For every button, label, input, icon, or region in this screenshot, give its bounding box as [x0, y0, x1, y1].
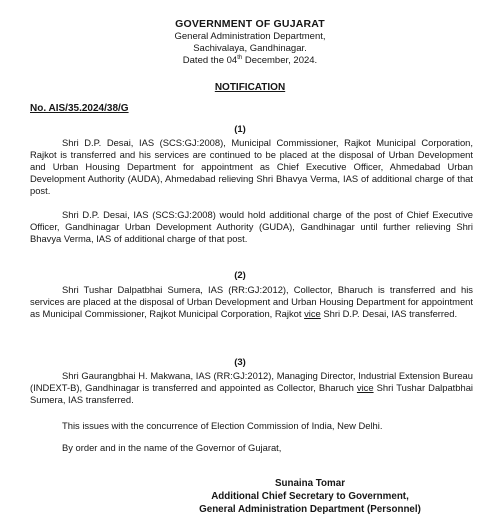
signatory-designation: Additional Chief Secretary to Government,	[211, 491, 409, 502]
signatory-office: General Administration Department (Personnel)	[199, 504, 421, 515]
section-1-paragraph-2: Shri D.P. Desai, IAS (SCS:GJ:2008) would hold additional charge of the post of Chief Executive Officer, Gandhinagar Urban Development Authority (GUDA), Gandhinagar until further relieving Shri Bhavya Verma, IAS of additional charge of that post.	[30, 209, 473, 245]
order-number: No. AIS/35.2024/38/G	[30, 103, 129, 114]
paragraph-text: Shri D.P. Desai, IAS transferred.	[320, 308, 458, 320]
department-name: General Administration Department,	[174, 31, 326, 42]
vice-word: vice	[356, 382, 374, 394]
date-month-year: December, 2024.	[242, 55, 318, 66]
date-day: Dated the 04	[182, 55, 238, 66]
section-number: (3)	[234, 357, 246, 368]
date-ordinal: th	[237, 54, 243, 61]
paragraph-text: Shri Tushar Dalpatbhai Sumera, IAS (RR:GJ:2012), Collector, Bharuch is transferred and his services are placed at the disposal of Urban Development and Urban Housing Department for appointment as Municipal Commissioner, Rajkot Municipal Corporation, Rajkot	[30, 284, 473, 320]
paragraph-text: Shri Tushar Dalpatbhai Sumera, IAS transferred.	[30, 382, 473, 406]
section-number: (2)	[234, 270, 246, 281]
notification-heading: NOTIFICATION	[214, 82, 286, 93]
department-address: Sachivalaya, Gandhinagar.	[193, 43, 307, 54]
section-2-paragraph	[30, 284, 473, 320]
signatory-name: Sunaina Tomar	[274, 478, 346, 489]
section-3-paragraph	[30, 370, 473, 406]
vice-word: vice	[304, 308, 321, 320]
government-title: GOVERNMENT OF GUJARAT	[175, 18, 325, 30]
section-number: (1)	[234, 124, 246, 135]
by-order-statement: By order and in the name of the Governor of Gujarat,	[62, 442, 282, 453]
document-date	[110, 55, 390, 67]
section-1-paragraph-1: Shri D.P. Desai, IAS (SCS:GJ:2008), Municipal Commissioner, Rajkot Municipal Corporation, Rajkot is transferred and his services are continued to be placed at the disposal of Urban Development and Urban Housing Department for appointment as Chief Executive Officer, Ahmedabad Urban Development Authority (AUDA), Ahmedabad relieving Shri Bhavya Verma, IAS of additional charge of that post.	[30, 137, 473, 197]
concurrence-statement: This issues with the concurrence of Election Commission of India, New Delhi.	[62, 420, 383, 431]
paragraph-text: Shri Gaurangbhai H. Makwana, IAS (RR:GJ:2012), Managing Director, Industrial Extension Bureau (INDEXT-B), Gandhinagar is transferred and appointed as Collector, Bharuch	[30, 370, 473, 394]
